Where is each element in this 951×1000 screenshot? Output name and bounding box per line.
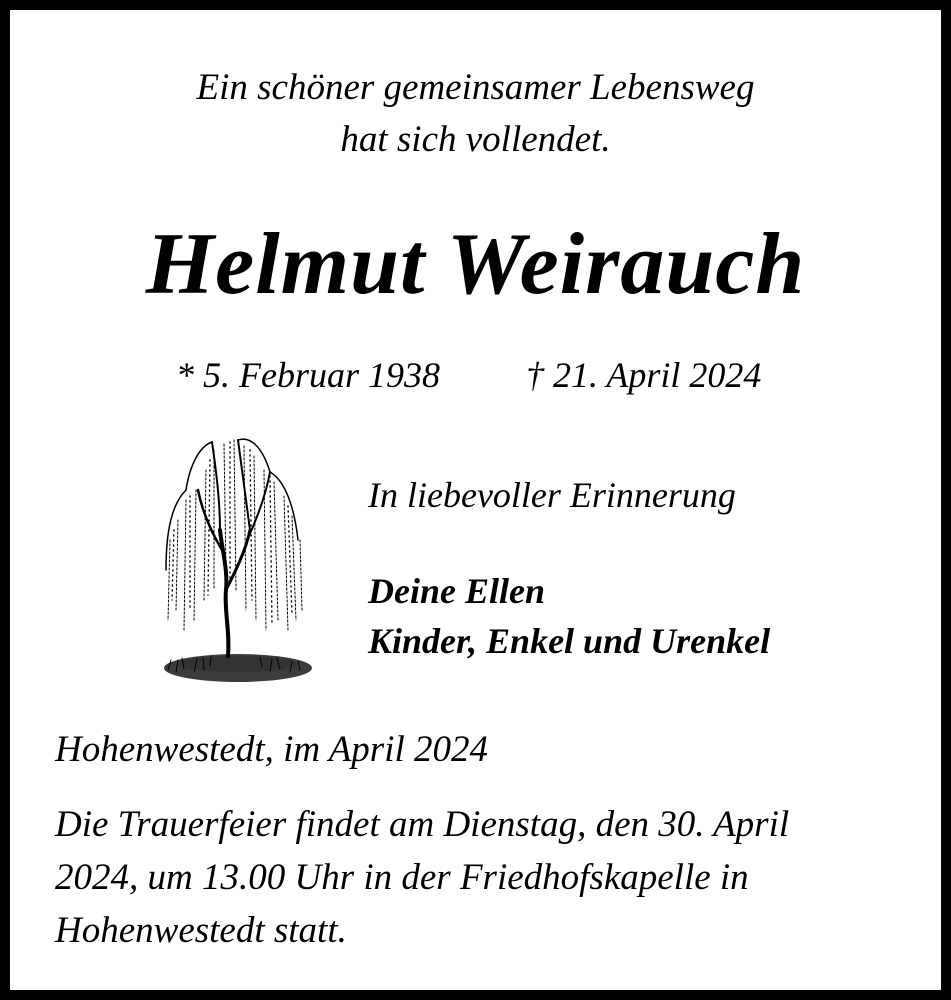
- place-date: Hohenwestedt, im April 2024: [55, 729, 489, 770]
- memory-line: In liebevoller Erinnerung: [368, 475, 736, 515]
- mourner-family: Kinder, Enkel und Urenkel: [368, 621, 771, 661]
- mourner-name: Deine Ellen: [368, 571, 545, 611]
- funeral-line-3: Hohenwestedt statt.: [55, 910, 347, 951]
- funeral-line-1: Die Trauerfeier findet am Dienstag, den 30. April: [55, 804, 790, 845]
- death-date: † 21. April 2024: [526, 355, 762, 395]
- birth-date: * 5. Februar 1938: [176, 355, 440, 395]
- funeral-line-2: 2024, um 13.00 Uhr in der Friedhofskapelle in: [55, 857, 749, 898]
- weeping-willow-icon: [150, 420, 320, 710]
- funeral-info: [55, 798, 789, 957]
- deceased-name: Helmut Weirauch: [145, 216, 806, 313]
- motto-line-2: hat sich vollendet.: [340, 119, 611, 160]
- motto: [10, 62, 941, 166]
- motto-line-1: Ein schöner gemeinsamer Lebensweg: [196, 67, 755, 108]
